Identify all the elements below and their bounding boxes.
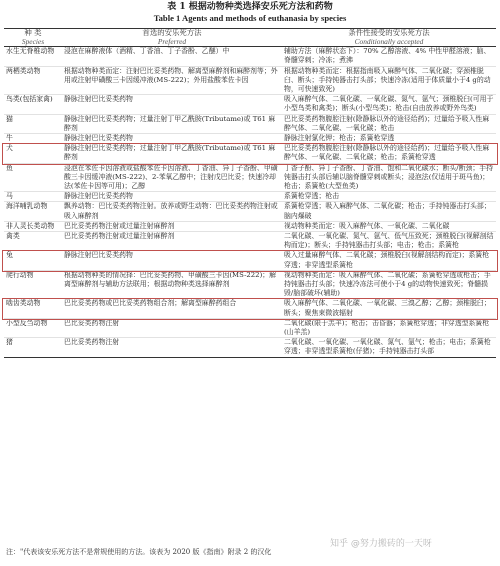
cell-species: 水生无脊椎动物 bbox=[4, 47, 62, 66]
cell-preferred: 巴比妥类药物注射或过量注射麻醉剂 bbox=[62, 232, 282, 251]
table-row bbox=[4, 251, 496, 270]
watermark: 知乎 @努力搬砖的一天呀 bbox=[330, 539, 432, 549]
header-conditional-cn: 条件性接受的安乐死方法 bbox=[282, 29, 496, 38]
table-row bbox=[4, 270, 496, 299]
cell-species: 啮齿类动物 bbox=[4, 299, 62, 318]
cell-conditional: 二氧化碳、一氧化碳、一氧化碳、氮气、氩气；枪击；电击；系簧枪穿透；非穿透型系簧枪(仔猪)；手持钝器击打头部 bbox=[282, 338, 496, 357]
table-row bbox=[4, 114, 496, 133]
cell-conditional: 丁香子酚、异丁子香酚、丁香油、饱和二氧化碳水；断头/断颈；手持钝器击打头部后辅以脑脊髓穿刺或断头；浸泡法(仅适用于斑马鱼)；枪击；系簧枪(大型鱼类) bbox=[282, 163, 496, 192]
cell-preferred: 飘养动物：巴比妥类药物注射。放养或野生动物：巴比妥类药物注射或吸入麻醉剂 bbox=[62, 202, 282, 221]
cell-preferred: 根据动物种类的情况择：巴比妥类药物、甲磺酸三卡因(MS-222)；解离型麻醉剂与辅助方法联用；根据动物种类选择麻醉剂 bbox=[62, 270, 282, 299]
cell-species: 爬行动物 bbox=[4, 270, 62, 299]
cell-preferred: 浸泡在麻醉液体（酒精、丁香油、丁子香酚、乙醚）中 bbox=[62, 47, 282, 66]
header-species-cn: 种 类 bbox=[4, 29, 62, 38]
cell-preferred: 巴比妥类药物注射或过量注射麻醉剂 bbox=[62, 221, 282, 231]
euthanasia-table bbox=[4, 28, 496, 358]
cell-preferred: 浸泡在苯佐卡因溶液或盐酸苯佐卡因溶液、丁香油、异丁子香酚、甲磺酸三卡因缓冲液(MS-222)、2-苯氧乙醇中；注射戊巴比妥；快速冷却法(苯佐卡因等可用)；乙醇 bbox=[62, 163, 282, 192]
table-row bbox=[4, 144, 496, 163]
header-preferred-cn: 首选的安乐死方法 bbox=[62, 29, 282, 38]
cell-species: 牛 bbox=[4, 134, 62, 144]
cell-conditional: 根据动物种类而定：根据指南吸入麻醉气体、二氧化碳；穿颈椎脱臼、断头；手持钝器击打头部；快速冷冻(适用于体质量小于4 g的动物，可快速致死) bbox=[282, 66, 496, 95]
header-preferred-en: Preferred bbox=[62, 38, 282, 47]
cell-species: 小型反刍动物 bbox=[4, 318, 62, 337]
table-row bbox=[4, 221, 496, 231]
cell-conditional: 视动物种类而定：吸入麻醉气体、一氧化碳、二氧化碳 bbox=[282, 221, 496, 231]
cell-conditional: 吸入麻醉气体、二氧化碳、一氧化碳、三溴乙醇；乙醇；颈椎脱臼；断头；聚焦束微波辐射 bbox=[282, 299, 496, 318]
table-body bbox=[4, 47, 496, 358]
header-conditional-en: Conditionally accepted bbox=[282, 38, 496, 47]
table-row bbox=[4, 338, 496, 357]
cell-conditional: 系簧枪穿透；吸入麻醉气体、二氧化碳；枪击；手持钝器击打头部；脑内爆破 bbox=[282, 202, 496, 221]
cell-species: 非人灵长类动物 bbox=[4, 221, 62, 231]
cell-species: 鸟类(包括家禽) bbox=[4, 95, 62, 114]
cell-species: 马 bbox=[4, 192, 62, 202]
table-row bbox=[4, 47, 496, 66]
cell-preferred: 静脉注射巴比妥类药物 bbox=[62, 95, 282, 114]
cell-conditional: 吸入过量麻醉气体、二氧化碳；颈椎脱臼(视解剖结构而定)；系簧枪穿透；非穿透型系簧枪 bbox=[282, 251, 496, 270]
cell-species: 兔 bbox=[4, 251, 62, 270]
table-row bbox=[4, 202, 496, 221]
table-row bbox=[4, 232, 496, 251]
cell-preferred: 静脉注射巴比妥类药物 bbox=[62, 251, 282, 270]
cell-preferred: 静脉注射巴比妥类药物 bbox=[62, 134, 282, 144]
cell-species: 禽类 bbox=[4, 232, 62, 251]
table-title-cn: 表 1 根据动物种类选择安乐死方法和药物 bbox=[167, 2, 333, 12]
table-row bbox=[4, 318, 496, 337]
table-title-en: Table 1 Agents and methods of euthanasia by species bbox=[153, 13, 347, 23]
cell-conditional: 辅助方法（麻醉状态下）：70% 乙醇溶液、4% 中性甲醛溶液；脑、脊髓穿刺；冷冻；煮沸 bbox=[282, 47, 496, 66]
table-row bbox=[4, 163, 496, 192]
cell-conditional: 巴比妥类药物腹腔注射(除静脉以外的途径给药)；过量给予吸入性麻醉气体、一氧化碳、二氧化碳；枪击；系簧枪穿透 bbox=[282, 144, 496, 163]
cell-preferred: 巴比妥类药物注射 bbox=[62, 338, 282, 357]
cell-species: 猪 bbox=[4, 338, 62, 357]
cell-species: 鱼 bbox=[4, 163, 62, 192]
cell-species: 海洋哺乳动物 bbox=[4, 202, 62, 221]
cell-species: 两栖类动物 bbox=[4, 66, 62, 95]
table-header bbox=[4, 29, 496, 47]
cell-conditional: 二氧化碳、一氧化碳、氮气、氩气、低气压致死；颈椎脱臼(视解剖结构而定)；断头；手持钝器击打头部；电击；枪击；系簧枪 bbox=[282, 232, 496, 251]
table-row bbox=[4, 134, 496, 144]
footnote: 注："代表该安乐死方法不是常规使用的方法。该表为 2020 版《指南》附录 2 的汉化 bbox=[6, 548, 272, 556]
header-species-en: Species bbox=[4, 38, 62, 47]
cell-preferred: 巴比妥类药物注射 bbox=[62, 318, 282, 337]
cell-preferred: 巴比妥类药物或巴比妥类药物组合剂；解离型麻醉药组合 bbox=[62, 299, 282, 318]
cell-preferred: 静脉注射巴比妥类药物；过量注射丁甲乙酰胺(Tributame)或 T61 麻醉剂 bbox=[62, 114, 282, 133]
cell-species: 猫 bbox=[4, 114, 62, 133]
cell-conditional: 二氧化碳(限于羔羊)；枪击；击昏器；系簧枪穿透；非穿透型系簧枪(山羊羔) bbox=[282, 318, 496, 337]
cell-conditional: 巴比妥类药物腹腔注射(除静脉以外的途径给药)；过量给予吸入性麻醉气体、二氧化碳、一氧化碳；枪击 bbox=[282, 114, 496, 133]
table-row bbox=[4, 95, 496, 114]
cell-preferred: 根据动物种类而定：注射巴比妥类药物、解离型麻醉剂和麻醉剂等；外用或注射甲磺酸三卡因缓冲液(MS-222)；外用盐酸苯佐卡因 bbox=[62, 66, 282, 95]
cell-preferred: 静脉注射巴比妥类药物 bbox=[62, 192, 282, 202]
table-row bbox=[4, 66, 496, 95]
table-row bbox=[4, 192, 496, 202]
cell-conditional: 吸入麻醉气体、二氧化碳、一氧化碳、氮气、氩气；颈椎脱臼(可用于小型鸟类和禽类)；断头(小型鸟类)；枪击(自由放养或野外鸟类) bbox=[282, 95, 496, 114]
cell-species: 犬 bbox=[4, 144, 62, 163]
table-caption bbox=[0, 2, 500, 24]
cell-conditional: 视动物种类而定：吸入麻醉气体、二氧化碳；系簧枪穿透或枪击；手持钝器击打头部；快速冷冻法可使小于4 g的动物快速致死；脊髓损毁/脑部破坏(辅助) bbox=[282, 270, 496, 299]
cell-conditional: 静脉注射氯化钾；枪击；系簧枪穿透 bbox=[282, 134, 496, 144]
cell-preferred: 静脉注射巴比妥类药物；过量注射丁甲乙酰胺(Tributame)或 T61 麻醉剂 bbox=[62, 144, 282, 163]
cell-conditional: 系簧枪穿透；枪击 bbox=[282, 192, 496, 202]
table-row bbox=[4, 299, 496, 318]
